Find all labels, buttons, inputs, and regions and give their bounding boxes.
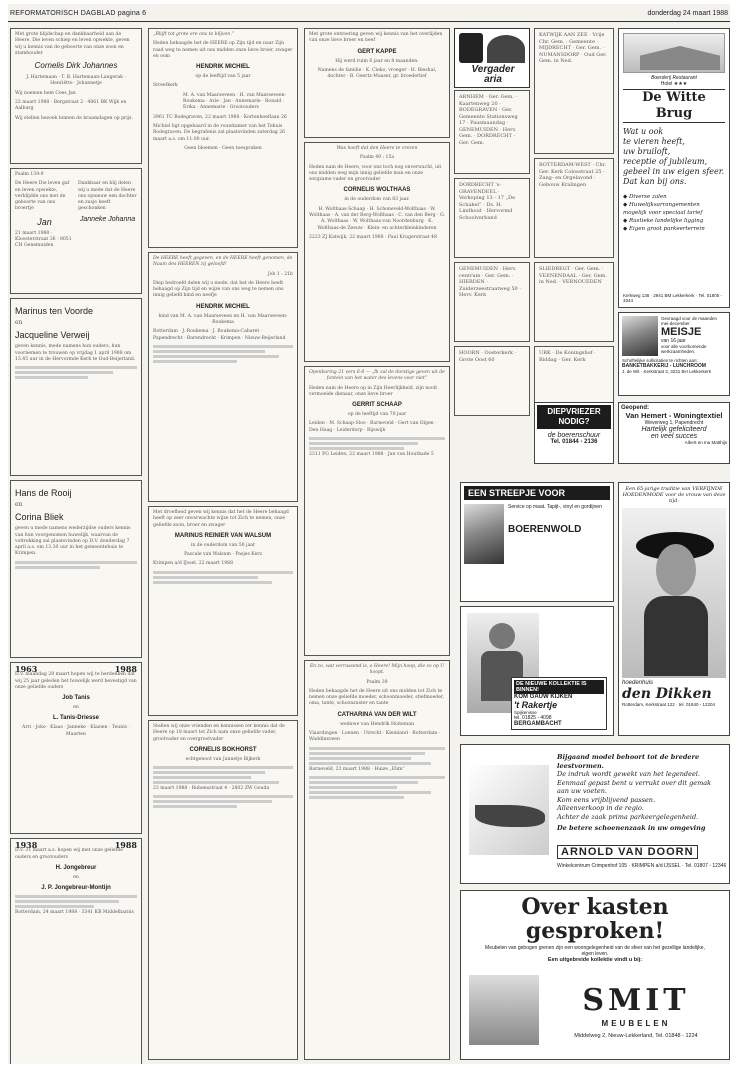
death-notice-5: Met grote ontroering geven wij kennis van het overlijden van onze lieve broer en neef GERT KAPPE Hij werd ruim 6 jaar en 8 maanden. Namens de familie · K. Cieko, vroeger · H. Bieshal, dochter · B. Geertz-Maaser, gr. broederlief xyxy=(304,28,450,138)
anniversary-notice-1: 1963 1988 D.V. maandag 28 maart hopen wij te herdenken dat wij 25 jaar geleden het huwelijk werd bevestigd van onze geliefde ouders Job Tanis en L. Tanis-Driesse Arri · Joke · Klaas · Janneke · Klazien · Teunis · Maarten xyxy=(10,662,142,834)
hat-model-photo xyxy=(622,508,726,678)
column-4-church-listings xyxy=(454,28,530,418)
church-listing-6: ROTTERDAM-WEST · Chr. Ger. Kerk Colosstraat 25 · Zang- en Orgelavond · Gebouw Kralingen xyxy=(534,158,614,258)
restaurant-illustration xyxy=(623,33,725,73)
column-2 xyxy=(148,28,298,1064)
death-notice-1: „Blijft tot grote ere ons te blijven.” Heden behaagde het de HEERE op Zijn tijd en naar Zijn raad weg te nemen uit ons midden onze lieve broer, zwager en oom HENDRIK MICHIEL op de leeftijd van 5 jaar Streefkerk M. A. van Maarseveen · H. van Maarseveen-Roukema · Arie · Jan · Annemarie · Ronald · Erika · Annemarie · Grootouders 3961 TC Bodegraven, 22 maart 1988 · Kortenhoeflaan 26 Michiel ligt opgebaard in de rouwkamer van het Tehuis Bodegraven. De begrafenis zal plaatsvinden zaterdag 26 maart a.s. om 11.00 uur. Geen bloemen · Geen toespraken xyxy=(148,28,298,248)
ad-meisje-vacancy: Gevraagd voor de maanden mei-december MEISJE van 16 jaar voor alle voorkomende werkzaamheden. Schriftelijke sollicitaties te richten aan: BANKETBAKKERIJ - LUNCHROOM J. de Wit · Kerkstraat 3, 3231 BH Lekkerkerk xyxy=(618,312,730,396)
death-notice-3: Met droefheid geven wij kennis dat het de Heere behaagd heeft op zeer onverwachte wijze tot Zich te nemen, onze geliefde zoon, broer en zwager MARINUS REINIER VAN WALSUM in de ouderdom van 50 jaar Pascale van Walsum · Pasjes Kerz Krimpen a/d IJssel, 22 maart 1988 xyxy=(148,506,298,716)
engagement-notice-1: Marinus ten Voorde en Jacqueline Verweij geven kennis, mede namens hun ouders, hun voornemen te trouwen op vrijdag 1 april 1988 om 13.45 uur in de Hervormde Kerk te Oud-Beijerland. xyxy=(10,298,142,476)
column-1 xyxy=(10,28,142,1064)
church-listing-2: DORDRECHT 's-GRAVENDEEL · Verkoping 13 - 17 „De Schakel” · Ds. H. Lindhout · Hervormd Schoolverband xyxy=(454,178,530,258)
page-header xyxy=(8,4,730,22)
newspaper-page xyxy=(8,4,730,1064)
ad-diepvriezer: DIEPVRIEZER NODIG? de boerenschuur Tel. 01844 - 2136 xyxy=(534,402,614,464)
ad-arnold-van-doorn: Bijgaand model behoort tot de bredere leestvormen. De indruk wordt gewekt van het legendeel. Eenmaal gepast bent u verrukt over dit gemak aan uw voeten. Kom eens vrijblijvend passen. Alleenverkoop in de regio. Achter de zaak prima parkeergelegenheid. De betere schoenenzaak in uw omgeving ARNOLD VAN DOORN Winkelcentrum Crimpenhof 105 · KRIMPEN a/d IJSSEL · Tel. 01807 - 12346 xyxy=(460,744,730,884)
death-notice-2: De HEERE heeft gegeven, en de HEERE heeft genomen, de Naam des HEEREN zij geloofd! Job 1 : 21b Diep bedroefd delen wij u mede, dat het de Heere heeft behaagd op Zijn tijd en wijze van ons weg te nemen ons innig geliefd kind en neefje HENDRIK MICHIEL kind van M. A. van Maarseveen en H. van Maarseveen-Roukema Rotterdam · J. Roukema · J. Roukema-Cabaret · Papendrecht · Barendrecht · Krimpen · Nieuw-Beijerland xyxy=(148,252,298,502)
ad-een-streepje-voor: EEN STREEPJE VOOR Service op maat. Tapijt-, vinyl en gordijnen BOERENWOLD xyxy=(460,482,614,602)
church-listing-5: KATWIJK AAN ZEE · Vrije Chr. Gem. · Gemeente · MIJDRECHT · Ger. Gem. · NUMANSDORP · Oud Ger. Gem. in Ned. xyxy=(534,28,614,154)
ad-van-hemert: Geopend: Van Hemert - Woningtextiel Weverweg 1, Papendrecht Hartelijk gefeliciteerd en veel succes Albert en Ina Matthijs xyxy=(618,402,730,464)
page-date: donderdag 24 maart 1988 xyxy=(647,10,728,17)
shoe-photo xyxy=(469,765,549,855)
engagement-notice-2: Hans de Rooij en Corina Bliek geven u mede namens wederzijdse ouders kennis van hun voorgenomen huwelijk, waarvan de voltrekking zal plaatsvinden op D.V. donderdag 7 april a.s. om 13.30 uur in het gemeentehuis te Krimpen. xyxy=(10,480,142,658)
ad-de-witte-brug: Boerderij Restaurant Hotel ★★★ De Witte Brug Wat u ook te vieren heeft, uw bruiloft, receptie of jubileum, gebeel in uw eigen sfeer. Dat kan bij ons. ◆ Diverse zalen ◆ Huwelijksarrangementen mogelijk voor speciaal tarief ◆ Rustieke landelijke ligging ◆ Eigen groot parkeerterrein Kerkweg 138 · 2941 BM Lekkerkerk · Tel. 01805 - 3344 xyxy=(618,28,730,308)
vergaderaria-logo: Vergader aria xyxy=(454,28,530,88)
anniversary-notice-2: 1938 1988 D.V. 31 maart a.s. hopen wij met onze geliefde ouders en grootouders H. Jongebreur en J. P. Jongebreur-Montijn Rotterdam, 24 maart 1988 · 3341 KB Middelharnis xyxy=(10,838,142,1064)
ad-den-dikken: Een 65-jarige traditie van VERFIJNDE HOEDENMODE voor de vrouw van deze tijd. hoedenhuis den Dikken Rotterdam, Kerkstraat 122 · tel. 01840 - 12204 xyxy=(618,482,730,736)
bakery-illustration xyxy=(622,316,658,356)
column-5-church-listings xyxy=(534,28,614,418)
death-notice-8: En zo, wat verrassend is, o Heere! Mijn hoop, die zo op U hoopt. Psalm 39 Heden behaagde het de Heere uit ons midden tot Zich te nemen onze geliefde moeder, schoonmoeder, stiefmoeder, oma, tante, schoonzuster en tante CATHARINA VAN DER WILT weduwe van Hendrik Hoiteman Vlaardingen · Loenen · Utrecht · Kleinland · Rotterdam · Waddinxveen Barneveld, 23 maart 1988 · Huize „Elim” xyxy=(304,660,450,1060)
column-3 xyxy=(304,28,450,1064)
ad-smit-meubelen: Over kasten gesproken! Meubelen van gebogen grenen zijn een woongelegenheid van de sfeer van het gezellige landelijke, eigen leven. Een uitgebreide kollektie vindt u bij: SMIT MEUBELEN Middelweg 2, Nieuw-Lekkerland, Tel. 01848 - 1224 xyxy=(460,890,730,1060)
cabinet-photo xyxy=(469,975,539,1045)
ad-rakertje: DE NIEUWE KOLLEKTIE IS BINNEN! KOM GAUW KIJKEN 't Rakertje Spijkenisse tel. 01825 - 4098 BERGAMBACHT xyxy=(460,606,614,736)
church-listing-4: HOORN · Oosterkerk · Grote Oost 60 xyxy=(454,346,530,416)
newspaper-title: REFORMATORISCH DAGBLAD pagina 6 xyxy=(10,10,147,17)
church-listing-1: ARNHEM · Ger. Gem. · Kaartenweg 20 · BODEGRAVEN · Ger. Gemeente Stationsweg 17 · Paasmaandag · GENEMUIDEN · Herv. Gem. · DORDRECHT · Ger. Gem. xyxy=(454,90,530,174)
death-notice-6: Was hoeft dat den Heere te vrezen Psalm 49 : 15a Heden nam de Heere, voor ons toch nog onverwacht, uit ons midden weg mijn innig geliefde man en onze zorgzame vader en grootvader CORNELIS WOLTHAAS in de ouderdom van 83 jaar. H. Wolthaas-Schaap · H. Schoneveld-Wolthaas · W. Wolthaas · A. van der Berg-Wolthaas · C. van den Berg · G. A. Wolthaas · W. Wolthaas-van Noordenburg · K. Wolthaas-de Zeeuw · Klein- en achterkleinkinderen 2223 ZJ Katwijk, 22 maart 1988 · Paul Krugerstraat 48 xyxy=(304,142,450,362)
birth-notice-2: Psalm 139:9 De Heere Die leven gaf en leven opwekte, verblijdde ons met de geboorte van ons broertje Jan 21 maart 1988 · Kloosterstraat 36 · 8051 CH Genemuiden Dankbaar en blij delen wij u mede dat de Heere ons opnieuw een dochter en zusje heeft geschonken Janneke Johanna xyxy=(10,168,142,294)
church-listing-8: URK · De Koningshof · Biddag · Ger. Kerk xyxy=(534,346,614,414)
death-notice-4: Stellen wij onze vrienden en kennissen ter kennis dat de Heere op 18 maart tot Zich nam onze geliefde vader, grootvader en overgrootvader CORNELIS BOKHORST echtgenoot van Jannetje Bijkerk 23 maart 1988 · Rubensstraat 4 · 2802 ZW Gouda xyxy=(148,720,298,1060)
death-notice-7: Openbaring 21 vers 6-8 — „Ik zal de dorstige geven uit de fontein van het water des levens voor niet” Heden nam de Heere op in Zijn Heerlijkheid, zijn nooit vermoeide dienaar, onze lieve broer GERRIT SCHAAP op de leeftijd van 70 jaar Leiden · M. Schaap-Sloo · Barneveld · Gert van Olgen · Den Haag · Leiderdorp · Rijswijk 2311 PG Leiden, 22 maart 1988 · Jan van Houtkade 5 xyxy=(304,366,450,656)
church-listing-7: SLIEDREGT · Ger. Gem. · VEENENDAAL · Ger. Gem. in Ned. · VERNOUEDEN xyxy=(534,262,614,342)
church-listing-3: GENEMUIDEN · Herv. centrum · Ger. Gem. · HIERDEN · Zuiderzeestraatweg 50 · Herv. Kerk xyxy=(454,262,530,342)
store-photo xyxy=(464,504,504,564)
birth-notice-1: Met grote blijdschap en dankbaarheid aan de Heere, Die leven schiep en leven opwekte, geven wij u kennis van de geboorte van onze zoon en stamhouder Cornelis Dirk Johannes J. Hartemaan · T. B. Hartemaan-Langerak · Henriëtte · Johannetje Wij noemen hem Cees Jan 22 maart 1988 · Bergstraat 2 · 4061 BK Wijk en Aalburg Wij stellen bezoek binnen de kraamdagen op prijs. xyxy=(10,28,142,164)
